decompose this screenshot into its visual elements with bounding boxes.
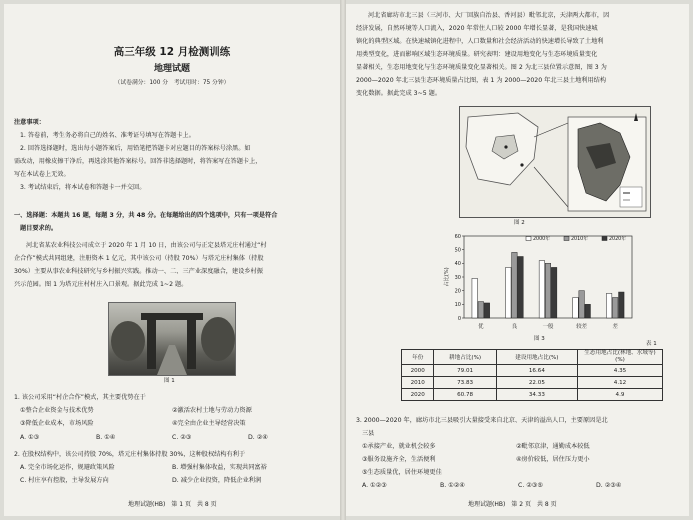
q2-option: B. 增强村集体收益，实现共同富裕 (172, 464, 267, 471)
bar (619, 292, 625, 318)
bar (506, 267, 512, 318)
note-line: 需改动，用橡皮擦干净后，再选涂其他答案标号。回答非选择题时，将答案写在答题卡上， (14, 158, 262, 165)
q3-option: ①承接产业，就业机会较多 (362, 443, 436, 450)
q3-option: ③服务设施齐全，生活便利 (362, 456, 436, 463)
bar (512, 252, 518, 318)
note-line: 写在本试卷上无效。 (14, 171, 70, 178)
table-header-cell: 建设用地占比(%) (496, 350, 577, 365)
legend-swatch (602, 237, 607, 241)
note-line: 3. 考试结束后，将本试卷和答题卡一并交回。 (20, 184, 146, 191)
intro-line: 河北省某农业科技公司成立于 2020 年 1 月 10 日，由该公司与正定县塔元庄村通过“村 (26, 242, 267, 249)
y-tick-label: 20 (454, 288, 461, 295)
q1-option: ④完全由企业主导经营决策 (172, 420, 246, 427)
page-2 (346, 4, 689, 516)
q2-option: D. 减少企业投资，降低企业利润 (172, 477, 262, 484)
intro-line: 经济发展，自然环境等人口流入，2020 年常住人口较 2000 年增长显著，是我国快速城 (356, 25, 598, 32)
q1-answer: C. ②③ (172, 434, 192, 441)
legend-label: 2010年 (571, 237, 589, 242)
q3-option: ②毗邻京津，通勤成本较低 (516, 443, 590, 450)
q3-answer: B. ①②④ (440, 482, 465, 489)
question-1: 1. 该公司采用“村企合作”模式，其主要优势在于 (14, 394, 146, 401)
figure-2-caption: 图 2 (514, 220, 525, 226)
land-use-table (401, 349, 663, 401)
map-legend (620, 187, 642, 207)
table-cell: 4.9 (578, 389, 663, 401)
table-cell: 34.33 (496, 389, 577, 401)
question-3-cont: 三县 (362, 430, 375, 437)
y-tick-label: 30 (454, 274, 461, 281)
y-tick-label: 60 (454, 233, 461, 240)
q1-answer: A. ①③ (20, 434, 40, 441)
table-row (402, 377, 663, 389)
table-cell: 60.78 (434, 389, 496, 401)
table-header-cell: 年份 (402, 350, 434, 365)
bar (484, 303, 490, 318)
eco-quality-bar-chart (442, 228, 638, 332)
table-cell: 2000 (402, 365, 434, 377)
question-2: 2. 在股权结构中，该公司持股 70%，塔元庄村集体持股 30%，这种股权结构有利于 (14, 451, 246, 458)
q1-option: ①整合企业资金与技术优势 (20, 407, 94, 414)
intro-line: 兴示范园。图 1 为塔元庄村村庄入口景观。据此完成 1~2 题。 (14, 281, 188, 288)
q1-option: ②激活农村土地与劳动力资源 (172, 407, 252, 414)
q2-option: C. 村庄享有控股，主导发展方向 (20, 477, 109, 484)
bar (606, 293, 612, 318)
figure-3-caption: 图 3 (534, 336, 545, 342)
legend-swatch (526, 237, 531, 241)
table-cell: 16.64 (496, 365, 577, 377)
note-line: 2. 回答选择题时，选出每小题答案后，用铅笔把答题卡对应题目的答案标号涂黑。如 (20, 145, 251, 152)
table-header-cell: 生态用地占比(林地、水域等)(%) (578, 350, 663, 365)
table-cell: 73.83 (434, 377, 496, 389)
note-line: 1. 答卷前，考生务必将自己的姓名、准考证号填写在答题卡上。 (20, 132, 195, 139)
intro-line: 30%）主要从事农业科技研究与乡村振兴实践。推动一、二、三产业深度融合，建设乡村振 (14, 268, 263, 275)
bar (551, 267, 557, 318)
x-category-label: 一般 (542, 324, 554, 330)
intro-line: 河北省廊坊市北三县（三河市、大厂回族自治县、香河县）毗邻北京，天津两大都市，因 (368, 12, 610, 19)
table-cell: 4.12 (578, 377, 663, 389)
y-tick-label: 40 (454, 261, 461, 268)
q3-answer: C. ②③⑤ (518, 482, 543, 489)
intro-line: 用类型变化，进而影响区域生态环境质量。研究表明：建设用地变化与生态环境质量变化 (356, 51, 598, 58)
bar (518, 257, 524, 319)
page-1 (4, 4, 340, 516)
x-category-label: 较差 (576, 324, 587, 330)
bar (573, 298, 579, 319)
q1-answer: B. ①④ (96, 434, 116, 441)
bar (545, 263, 551, 318)
legend-label: 2020年 (609, 237, 627, 242)
figure-1-caption: 图 1 (164, 378, 175, 384)
legend-swatch (564, 237, 569, 241)
bar (539, 261, 545, 318)
table-row (402, 365, 663, 377)
question-3: 3. 2000—2020 年，廊坊市北三县吸引大量接受来自北京、天津的溢出人口，主要原因是北 (356, 417, 608, 424)
y-axis-label: 占比(%) (444, 267, 450, 287)
q2-option: A. 完全市场化运作，规避政策风险 (20, 464, 115, 471)
y-tick-label: 0 (457, 315, 461, 322)
exam-subject: 地理试题 (153, 64, 190, 74)
x-category-label: 良 (511, 324, 518, 330)
notes-heading: 注意事项： (14, 119, 45, 126)
bar (472, 278, 478, 318)
page-footer: 地理试题(HB) 第 1 页 共 8 页 (128, 501, 217, 508)
intro-line: 2000—2020 年北三县生态环境质量占比图，表 1 为 2000—2020 年北三县土地利用结构 (356, 77, 607, 84)
intro-line: 显著相关，生态用地变化与生态环境质量变化显著相关。图 2 为北三县位置示意图，图 3 为 (356, 64, 607, 71)
exam-title: 高三年级 12 月检测训练 (113, 46, 231, 58)
q1-option: ③降低企业成本，市场风险 (20, 420, 94, 427)
location-map (459, 106, 651, 218)
q1-answer: D. ②④ (248, 434, 268, 441)
table-cell: 2020 (402, 389, 434, 401)
y-tick-label: 50 (454, 247, 461, 254)
bar (579, 291, 585, 318)
table-cell: 2010 (402, 377, 434, 389)
table-cell: 22.05 (496, 377, 577, 389)
q3-option: ⑤生态质量优，居住环境更佳 (362, 469, 442, 476)
bar (612, 298, 618, 319)
intro-line: 镇化的典型区域。在快速城镇化进程中，人口数量和社会经济活动的快速增长导致了土地利 (356, 38, 604, 45)
section-heading-cont: 题目要求的。 (20, 225, 58, 232)
q3-answer: A. ①②③ (362, 482, 387, 489)
table-header-cell: 耕地占比(%) (434, 350, 496, 365)
bar (585, 304, 591, 318)
intro-line: 企合作”模式共同组建，注册资本 1 亿元，其中该公司（持股 70%）与塔元庄村集体（持股 (14, 255, 264, 262)
bar (478, 302, 484, 318)
table-cell: 79.01 (434, 365, 496, 377)
table-1-caption: 表 1 (646, 341, 657, 347)
y-tick-label: 10 (454, 302, 461, 309)
intro-line: 变化数据。据此完成 3~5 题。 (356, 90, 442, 97)
page-footer: 地理试题(HB) 第 2 页 共 8 页 (468, 501, 557, 508)
q3-answer: D. ②③④ (596, 482, 622, 489)
table-cell: 4.35 (578, 365, 663, 377)
x-category-label: 差 (612, 324, 618, 330)
section-heading: 一、选择题：本题共 16 题，每题 3 分，共 48 分。在每题给出的四个选项中，只有一项是符合 (14, 212, 278, 219)
exam-meta: （试卷满分：100 分 考试用时：75 分钟） (114, 80, 230, 86)
legend-label: 2000年 (533, 237, 551, 242)
village-entrance-photo (108, 302, 236, 376)
table-header-row (402, 350, 663, 365)
q3-option: ④房价较低，居住压力更小 (516, 456, 590, 463)
x-category-label: 优 (478, 324, 484, 330)
table-row (402, 389, 663, 401)
